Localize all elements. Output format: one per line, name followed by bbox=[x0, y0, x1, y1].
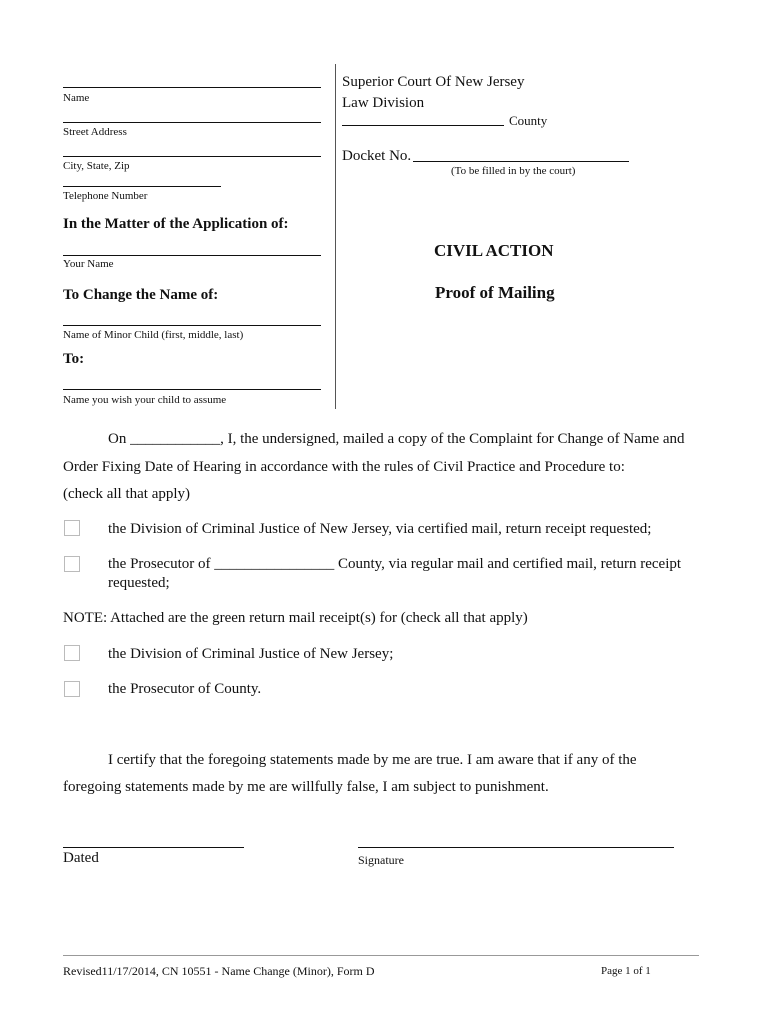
assume-name-label: Name you wish your child to assume bbox=[63, 394, 227, 406]
option-prosecutor-text-2: requested; bbox=[108, 575, 170, 591]
footer-divider bbox=[63, 955, 699, 956]
option-division-checkbox[interactable] bbox=[64, 520, 80, 536]
option-prosecutor-text-1: the Prosecutor of ________________ County, via regular mail and certified mail, return receipt bbox=[108, 556, 682, 572]
civil-action-title: CIVIL ACTION bbox=[434, 241, 554, 260]
signature-line[interactable] bbox=[358, 847, 674, 848]
option-prosecutor-checkbox[interactable] bbox=[64, 556, 80, 572]
signature-label: Signature bbox=[358, 853, 404, 867]
docket-number-line[interactable] bbox=[413, 161, 629, 162]
telephone-label: Telephone Number bbox=[63, 190, 148, 202]
county-label: County bbox=[509, 113, 548, 128]
minor-name-line[interactable] bbox=[63, 325, 321, 326]
certify-line-1: I certify that the foregoing statements made by me are true. I am aware that if any of the bbox=[108, 752, 637, 768]
note-prosecutor-checkbox[interactable] bbox=[64, 681, 80, 697]
name-label: Name bbox=[63, 92, 90, 104]
certify-line-2: foregoing statements made by me are willfully false, I am subject to punishment. bbox=[63, 779, 549, 795]
city-state-zip-label: City, State, Zip bbox=[63, 160, 130, 172]
court-name: Superior Court Of New Jersey bbox=[342, 74, 525, 90]
footer-page-number: Page 1 of 1 bbox=[601, 965, 651, 977]
street-address-line[interactable] bbox=[63, 122, 321, 123]
court-division: Law Division bbox=[342, 95, 425, 111]
footer-revision: Revised11/17/2014, CN 10551 - Name Change (Minor), Form D bbox=[63, 964, 375, 978]
note-division-text: the Division of Criminal Justice of New Jersey; bbox=[108, 646, 394, 662]
county-line[interactable] bbox=[342, 125, 504, 126]
telephone-line[interactable] bbox=[63, 186, 221, 187]
header-divider bbox=[335, 64, 336, 409]
intro-line-2: Order Fixing Date of Hearing in accordance with the rules of Civil Practice and Procedure to: bbox=[63, 459, 625, 475]
date-line[interactable] bbox=[63, 847, 244, 848]
docket-label: Docket No. bbox=[342, 148, 412, 164]
assume-name-line[interactable] bbox=[63, 389, 321, 390]
matter-heading: In the Matter of the Application of: bbox=[63, 216, 289, 232]
note-text: NOTE: Attached are the green return mail receipt(s) for (check all that apply) bbox=[63, 610, 528, 626]
minor-name-label: Name of Minor Child (first, middle, last) bbox=[63, 329, 244, 341]
name-line[interactable] bbox=[63, 87, 321, 88]
your-name-line[interactable] bbox=[63, 255, 321, 256]
street-address-label: Street Address bbox=[63, 126, 127, 138]
note-prosecutor-text: the Prosecutor of County. bbox=[108, 681, 262, 697]
dated-label: Dated bbox=[63, 850, 99, 866]
change-name-heading: To Change the Name of: bbox=[63, 287, 219, 303]
note-division-checkbox[interactable] bbox=[64, 645, 80, 661]
proof-of-mailing-title: Proof of Mailing bbox=[435, 283, 555, 302]
intro-line-3: (check all that apply) bbox=[63, 486, 191, 502]
option-division-text: the Division of Criminal Justice of New Jersey, via certified mail, return receipt requested; bbox=[108, 521, 652, 537]
your-name-label: Your Name bbox=[63, 258, 114, 270]
to-heading: To: bbox=[63, 351, 85, 367]
docket-note: (To be filled in by the court) bbox=[451, 165, 576, 177]
intro-line-1: On ____________, I, the undersigned, mailed a copy of the Complaint for Change of Name and bbox=[108, 431, 685, 447]
city-state-zip-line[interactable] bbox=[63, 156, 321, 157]
